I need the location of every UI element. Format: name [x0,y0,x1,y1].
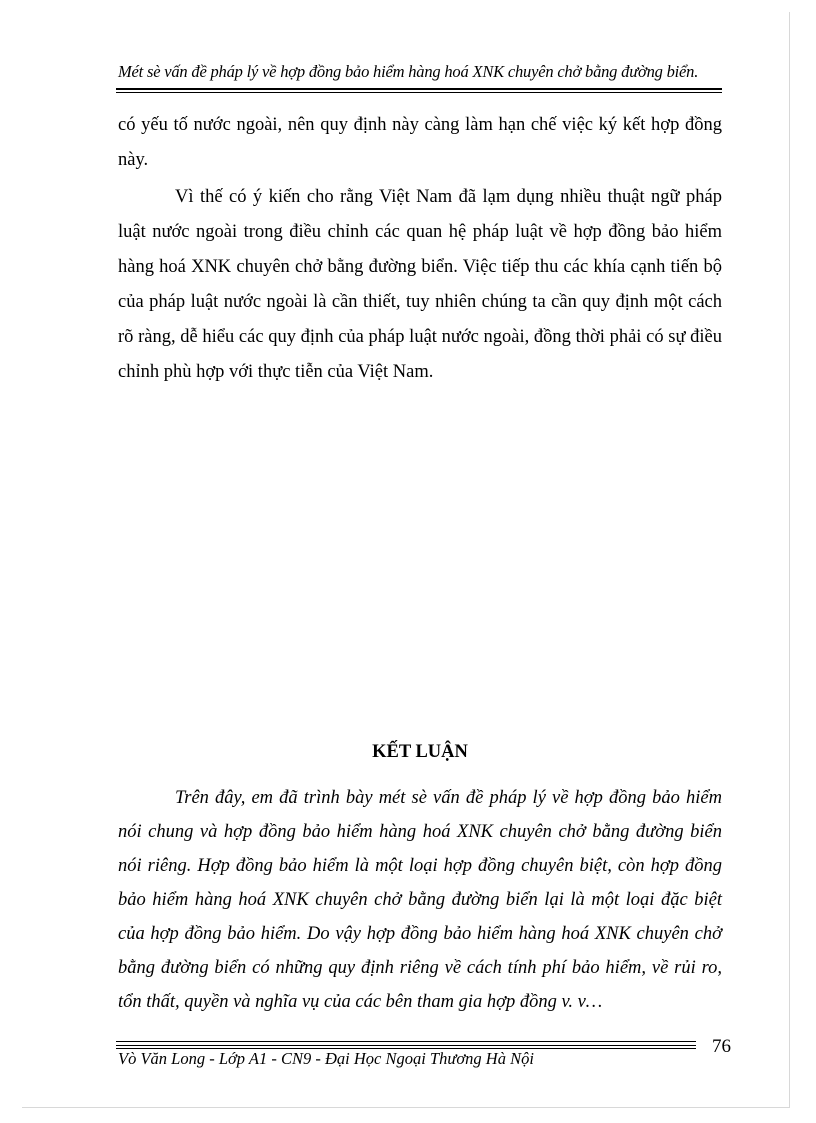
footer-author-line: Vò Văn Long - Lớp A1 - CN9 - Đại Học Ngoại Thương Hà Nội [118,1049,534,1068]
page-frame-bottom [22,1107,790,1108]
conclusion-paragraph: Trên đây, em đã trình bày mét sè vấn đề pháp lý về hợp đồng bảo hiểm nói chung và hợp đồng bảo hiểm hàng hoá XNK chuyên chở bằng đường biển nói riêng. Hợp đồng bảo hiểm là một loại hợp đồng chuyên biệt, còn hợp đồng bảo hiểm hàng hoá XNK chuyên chở bằng đường biển lại là một loại đặc biệt của hợp đồng bảo hiểm. Do vậy hợp đồng bảo hiểm hàng hoá XNK chuyên chở bằng đường biển có những quy định riêng về cách tính phí bảo hiểm, về rủi ro, tổn thất, quyền và nghĩa vụ của các bên tham gia hợp đồng v. v… [118,788,722,1012]
page-frame-right [789,12,790,1107]
header-rule-thick [116,88,722,90]
body-paragraph-1: có yếu tố nước ngoài, nên quy định này càng làm hạn chế việc ký kết hợp đồng này. [118,115,722,170]
conclusion-heading: KẾT LUẬN [372,742,468,762]
footer-rule-2 [116,1045,696,1046]
body-paragraph-2: Vì thế có ý kiến cho rằng Việt Nam đã lạm dụng nhiều thuật ngữ pháp luật nước ngoài trong điều chỉnh các quan hệ pháp luật về hợp đồng bảo hiểm hàng hoá XNK chuyên chở bằng đường biển. Việc tiếp thu các khía cạnh tiến bộ của pháp luật nước ngoài là cần thiết, tuy nhiên chúng ta cần quy định một cách rõ ràng, dễ hiểu các quy định của pháp luật nước ngoài, đồng thời phải có sự điều chỉnh phù hợp với thực tiễn của Việt Nam. [118,187,722,382]
running-header: Mét sè vấn đề pháp lý về hợp đồng bảo hiểm hàng hoá XNK chuyên chở bằng đường biển. [118,62,699,81]
footer-rule-1 [116,1041,696,1042]
page-number: 76 [712,1036,731,1057]
header-rule-thin [116,92,722,93]
